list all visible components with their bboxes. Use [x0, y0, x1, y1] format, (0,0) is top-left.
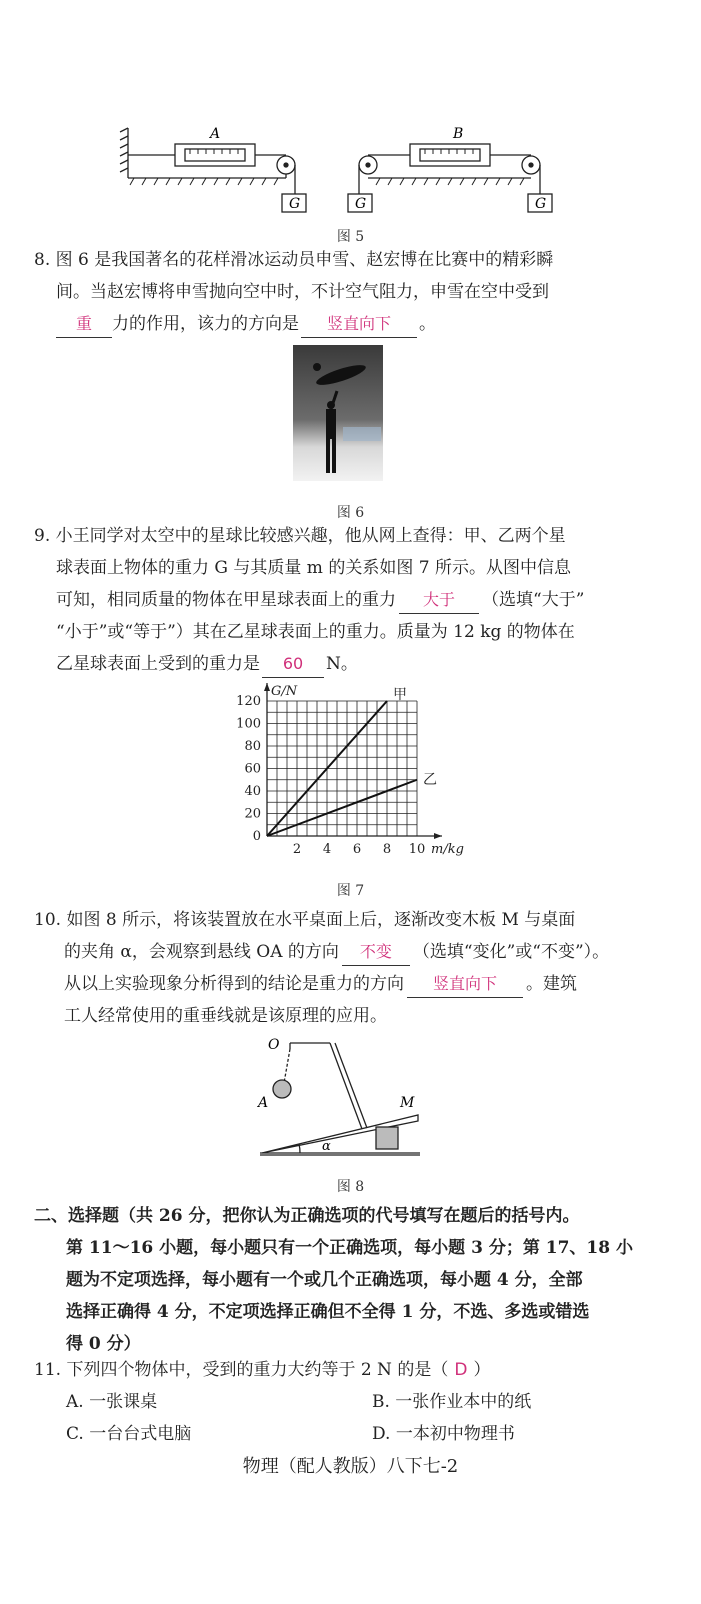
question-8 [34, 244, 674, 340]
weight-g-label: G [289, 196, 301, 212]
spring-scale-b-label: B [453, 126, 464, 142]
q11-stem-text: 11. 下列四个物体中，受到的重力大约等于 2 N 的是（ [34, 1360, 449, 1380]
q11-option-d[interactable]: D. 一本初中物理书 [372, 1424, 515, 1444]
q10-line-1: 10. 如图 8 所示，将该装置放在水平桌面上后，逐渐改变木板 M 与桌面 [34, 910, 576, 930]
point-a-label: A [258, 1095, 269, 1111]
page-footer: 物理（配人教版）八下七-2 [242, 1456, 459, 1477]
q10-line-2 [34, 936, 674, 968]
section-2-line-5: 得 0 分） [66, 1334, 141, 1354]
q9-answer-2[interactable]: 60 [262, 651, 324, 678]
series-label: 乙 [423, 771, 437, 788]
y-tick-label: 120 [236, 694, 261, 709]
q10-text-3a: 从以上实验现象分析得到的结论是重力的方向 [64, 974, 404, 994]
q11-option-a[interactable]: A. 一张课桌 [66, 1392, 158, 1412]
x-tick-label: 10 [408, 842, 426, 857]
q10-line-3 [34, 968, 674, 1000]
x-tick-label: 2 [292, 842, 302, 857]
x-axis-arrow [434, 833, 442, 839]
figure-6-caption: 图 6 [336, 505, 365, 521]
q11-stem-close: ） [473, 1360, 491, 1380]
q11-options-row-2 [34, 1418, 684, 1450]
figure-7-caption: 图 7 [336, 883, 365, 899]
figure-8-caption: 图 8 [336, 1179, 365, 1195]
q9-text-3a: 可知，相同质量的物体在甲星球表面上的重力 [56, 590, 396, 610]
q11-option-c[interactable]: C. 一台台式电脑 [66, 1424, 192, 1444]
q9-text-5a: 乙星球表面上受到的重力是 [56, 654, 260, 674]
q11-option-b[interactable]: B. 一张作业本中的纸 [372, 1392, 532, 1412]
section-2-line-3: 题为不定项选择，每小题有一个或几个正确选项，每小题 4 分，全部 [66, 1270, 583, 1290]
figure-5-drawing [110, 120, 570, 220]
q10-text-2a: 的夹角 α，会观察到悬线 OA 的方向 [64, 942, 339, 962]
y-tick-label: 0 [252, 829, 261, 844]
figure-6-photo [293, 345, 383, 481]
q8-line-3 [34, 308, 674, 340]
y-tick-label: 40 [244, 784, 261, 799]
angle-alpha-label: α [322, 1139, 331, 1154]
section-2-line-1: 二、选择题（共 26 分，把你认为正确选项的代号填写在题后的括号内。 [34, 1206, 580, 1226]
q10-answer-2[interactable]: 竖直向下 [407, 971, 523, 998]
q10-line-4: 工人经常使用的重垂线就是该原理的应用。 [64, 1006, 387, 1026]
weight-g-label: G [355, 196, 367, 212]
q11-answer[interactable]: D [454, 1360, 468, 1380]
q8-line-2: 间。当赵宏博将申雪抛向空中时，不计空气阻力，申雪在空中受到 [56, 282, 549, 302]
x-tick-label: 6 [352, 842, 362, 857]
skater-silhouette [293, 345, 383, 481]
figure-5-caption: 图 5 [336, 229, 365, 245]
question-11 [34, 1354, 684, 1450]
q8-text-3: 力的作用，该力的方向是 [112, 314, 299, 334]
q9-line-4: “小于”或“等于”）其在乙星球表面上的重力。质量为 12 kg 的物体在 [56, 622, 575, 642]
q10-answer-1[interactable]: 不变 [342, 939, 410, 966]
y-tick-label: 80 [244, 739, 261, 754]
chart-svg [225, 680, 465, 870]
section-2-instructions [34, 1200, 684, 1360]
q8-line-1: 8. 图 6 是我国著名的花样滑冰运动员申雪、赵宏博在比赛中的精彩瞬 [34, 250, 554, 270]
q9-answer-1[interactable]: 大于 [399, 587, 479, 614]
q8-answer-2[interactable]: 竖直向下 [301, 311, 417, 338]
figure-5 [110, 120, 570, 220]
section-2-line-2: 第 11～16 小题，每小题只有一个正确选项，每小题 3 分；第 17、18 小 [66, 1238, 633, 1258]
q8-answer-1[interactable]: 重 [56, 311, 112, 338]
q11-options-row-1 [34, 1386, 684, 1418]
board-m-label: M [400, 1095, 415, 1111]
q9-line-2: 球表面上物体的重力 G 与其质量 m 的关系如图 7 所示。从图中信息 [56, 558, 571, 578]
question-10 [34, 904, 674, 1032]
section-2-line-4: 选择正确得 4 分，不定项选择正确但不全得 1 分，不选、多选或错选 [66, 1302, 590, 1322]
question-9 [34, 520, 674, 680]
y-axis-arrow [264, 683, 270, 691]
q11-stem [34, 1354, 684, 1386]
figure-8 [250, 1035, 430, 1160]
figure-7-chart [225, 680, 465, 870]
point-o-label: O [268, 1037, 280, 1053]
spring-scale-a-label: A [210, 126, 221, 142]
weight-g-label: G [535, 196, 547, 212]
y-tick-label: 100 [236, 716, 261, 732]
y-tick-label: 20 [244, 806, 261, 822]
series-label: 甲 [393, 687, 407, 703]
q8-text-4: 。 [419, 314, 436, 334]
q10-text-2b: （选填“变化”或“不变”）。 [412, 942, 610, 962]
q9-text-3b: （选填“大于” [482, 590, 585, 610]
q9-line-1: 9. 小王同学对太空中的星球比较感兴趣，他从网上查得：甲、乙两个星 [34, 526, 566, 546]
q9-line-5 [34, 648, 674, 680]
series-line-yi [267, 780, 417, 836]
y-axis-label: G/N [271, 684, 298, 699]
q10-text-3b: 。建筑 [526, 974, 577, 994]
q9-line-3 [34, 584, 674, 616]
q9-text-5b: N。 [326, 654, 358, 674]
y-tick-label: 60 [244, 761, 261, 777]
x-axis-label: m/kg [431, 842, 464, 857]
figure-8-drawing [250, 1035, 430, 1160]
x-tick-label: 4 [322, 842, 332, 857]
x-tick-label: 8 [382, 842, 392, 857]
